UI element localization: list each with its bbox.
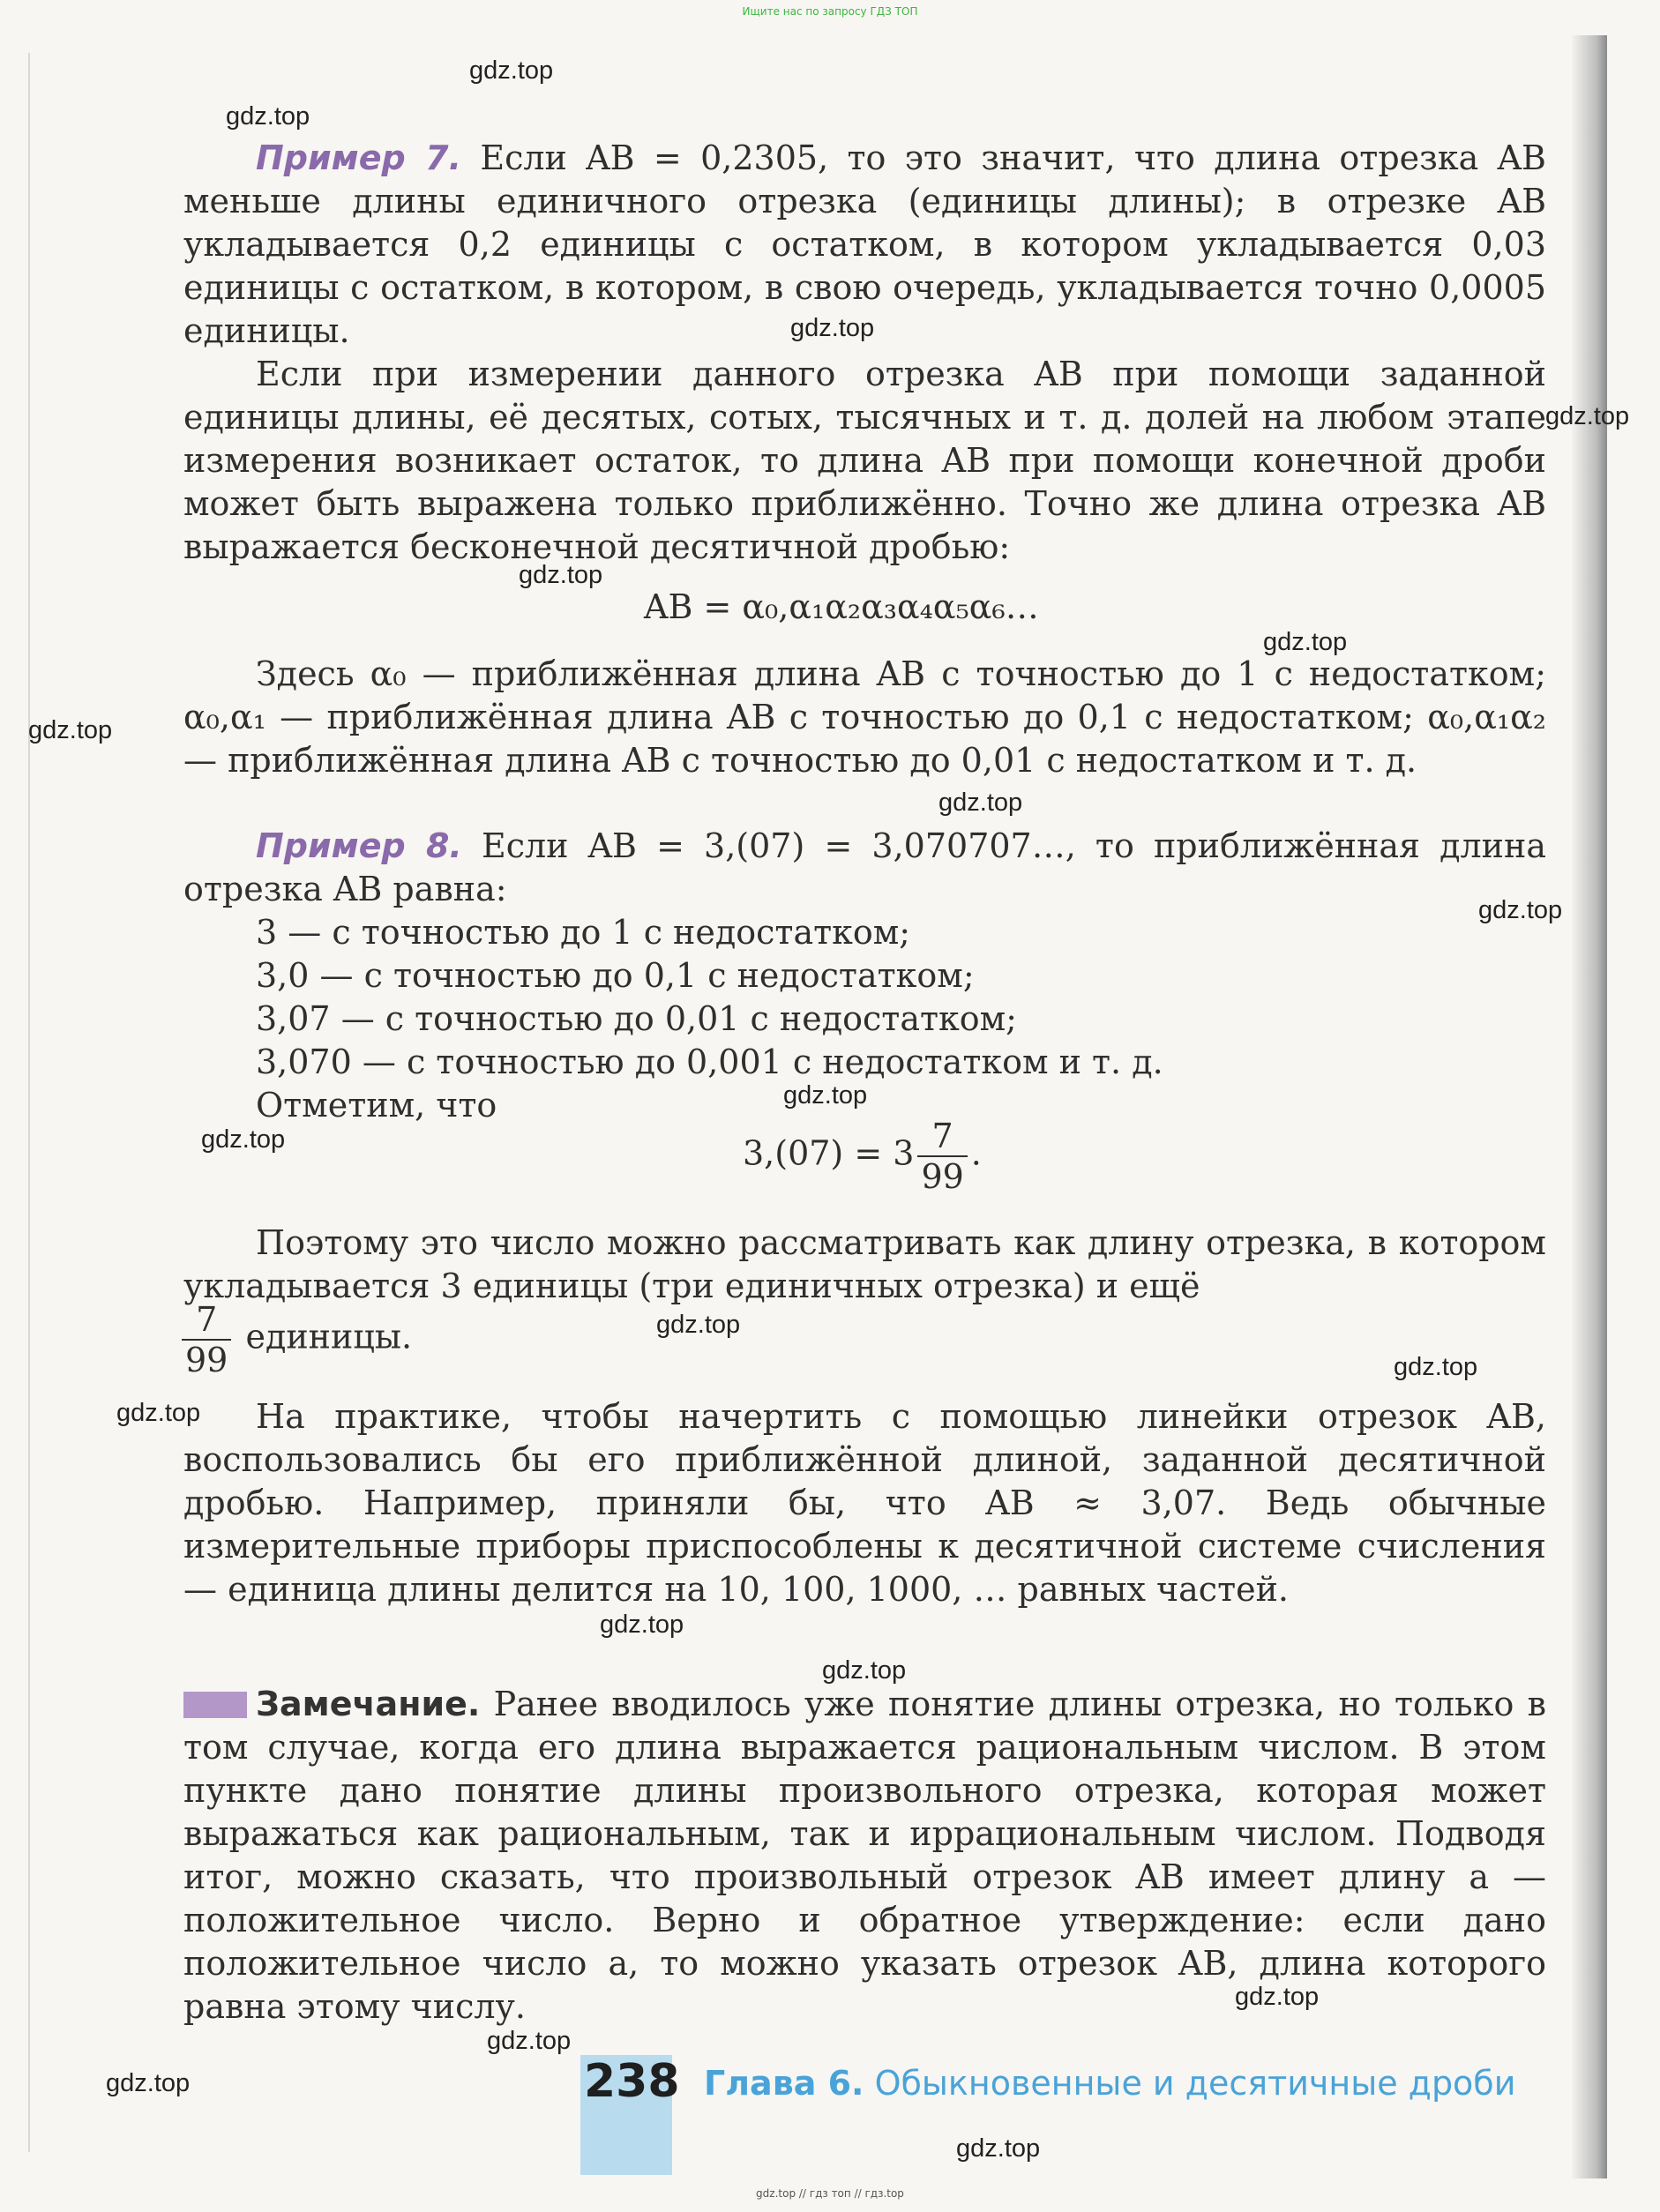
fraction	[917, 1117, 967, 1196]
remark-marker-icon	[183, 1692, 247, 1718]
paragraph-measure: Если при измерении данного отрезка AB при помощи заданной единицы длины, её десятых, сотых, тысячных и т. д. долей на любом этапе измерения возникает остаток, то длина AB при помощи конечной дроби может быть выражена только приближённо. Точно же длина отрезка AB выражается бесконечной десятичной дробью:	[183, 355, 1546, 566]
therefore-fraction-tail: единицы.	[245, 1317, 413, 1356]
example-8-note: Отметим, что	[256, 1086, 497, 1125]
chapter-name: Обыкновенные и десятичные дроби	[874, 2064, 1516, 2103]
bottom-banner: gdz.top // гдз топ // гдз.top	[756, 2187, 904, 2200]
watermark: gdz.top	[1478, 896, 1563, 924]
watermark: gdz.top	[600, 1610, 684, 1639]
watermark: gdz.top	[956, 2134, 1041, 2163]
example-7-block	[183, 137, 1546, 353]
example-7-label: Пример 7.	[256, 138, 462, 177]
watermark: gdz.top	[822, 1656, 907, 1685]
page-left-rule	[28, 53, 30, 2152]
watermark: gdz.top	[201, 1125, 286, 1154]
approximation-item: 3 — с точностью до 1 с недостатком;	[256, 913, 911, 952]
watermark: gdz.top	[1394, 1353, 1478, 1381]
watermark: gdz.top	[106, 2069, 191, 2097]
example-8-label: Пример 8.	[256, 826, 462, 865]
approximation-item: 3,070 — с точностью до 0,001 с недостатком и т. д.	[256, 1042, 1163, 1081]
formula-fraction-end: .	[970, 1133, 982, 1173]
watermark: gdz.top	[469, 56, 554, 85]
watermark: gdz.top	[487, 2027, 572, 2055]
watermark: gdz.top	[1235, 1983, 1320, 2011]
example-8-block	[183, 825, 1546, 911]
chapter-title	[704, 2064, 1515, 2103]
paragraph-practice: На практике, чтобы начертить с помощью линейки отрезок AB, воспользовались бы его приближённой длиной, заданной десятичной дробью. Например, приняли бы, что AB ≈ 3,07. Ведь обычные измерительные приборы приспособлены к десятичной системе счисления — единица длины делится на 10, 100, 1000, … равных частей.	[183, 1397, 1546, 1609]
page-number: 238	[584, 2055, 680, 2108]
watermark: gdz.top	[1263, 628, 1348, 656]
example-7-text: Если AB = 0,2305, то это значит, что длина отрезка AB меньше длины единичного отрезка (единицы длины); в отрезке AB укладывается 0,2 единицы с остатком, в котором укладывается 0,03 единицы с остатком, в котором, в свою очередь, укладывается точно 0,0005 единицы.	[183, 138, 1546, 350]
paragraph-here: Здесь α₀ — приближённая длина AB с точностью до 1 с недостатком; α₀,α₁ — приближённая длина AB с точностью до 0,1 с недостатком; α₀,α₁α₂ — приближённая длина AB с точностью до 0,01 с недостатком и т. д.	[183, 654, 1546, 780]
watermark: gdz.top	[790, 314, 875, 342]
watermark: gdz.top	[1545, 402, 1630, 430]
remark-label: Замечание.	[256, 1685, 481, 1723]
approximation-list	[256, 911, 1163, 1127]
formula-fraction-left: 3,(07) = 3	[743, 1133, 915, 1173]
top-banner: Ищите нас по запросу ГДЗ ТОП	[742, 5, 918, 18]
example-8-text: Если AB = 3,(07) = 3,070707…, то приближённая длина отрезка AB равна:	[183, 826, 1546, 908]
remark-text: Ранее вводилось уже понятие длины отрезка, но только в том случае, когда его длина выражается рациональным числом. В этом пункте дано понятие длины произвольного отрезка, которая может выражаться как рациональным, так и иррациональным числом. Подводя итог, можно сказать, что произвольный отрезок AB имеет длину a — положительное число. Верно и обратное утверждение: если дано положительное число a, то можно указать отрезок AB, длина которого равна этому числу.	[183, 1685, 1546, 2026]
watermark: gdz.top	[938, 788, 1023, 817]
watermark: gdz.top	[656, 1311, 741, 1339]
formula-fraction	[743, 1117, 982, 1196]
approximation-item: 3,0 — с точностью до 0,1 с недостатком;	[256, 956, 975, 995]
watermark: gdz.top	[28, 716, 113, 744]
watermark: gdz.top	[519, 561, 603, 589]
fraction-numerator: 7	[182, 1300, 231, 1341]
approximation-item: 3,07 — с точностью до 0,01 с недостатком;	[256, 999, 1017, 1038]
fraction	[182, 1300, 231, 1379]
fraction-denominator: 99	[921, 1157, 964, 1196]
fraction-numerator: 7	[917, 1117, 967, 1157]
fraction-denominator: 99	[185, 1341, 228, 1379]
remark-block	[183, 1683, 1546, 2029]
watermark: gdz.top	[226, 102, 310, 131]
therefore-fraction-line	[182, 1300, 412, 1379]
paragraph-therefore: Поэтому это число можно рассматривать как длину отрезка, в котором укладывается 3 единицы (три единичных отрезка) и ещё	[183, 1223, 1546, 1305]
formula-infinite-decimal: AB = α₀,α₁α₂α₃α₄α₅α₆…	[644, 587, 1039, 626]
watermark: gdz.top	[783, 1081, 868, 1110]
chapter-label: Глава 6.	[704, 2064, 864, 2103]
watermark: gdz.top	[116, 1399, 201, 1427]
page-edge-shadow	[1572, 35, 1607, 2178]
